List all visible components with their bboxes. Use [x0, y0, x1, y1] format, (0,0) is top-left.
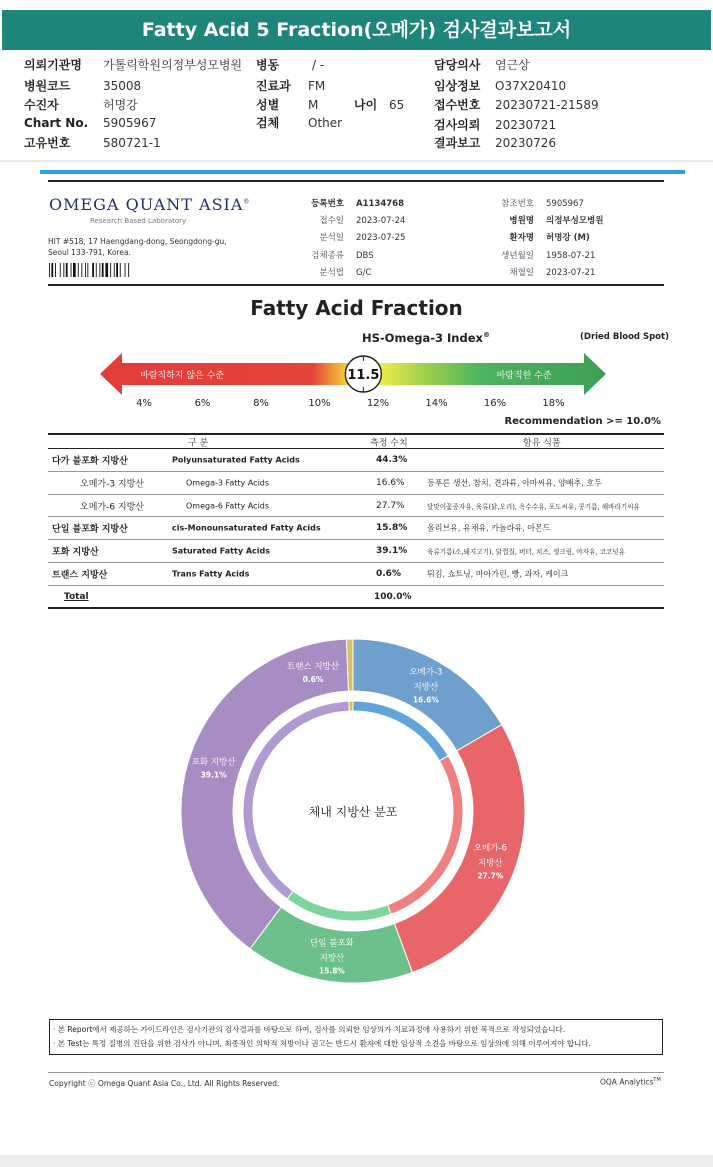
table-row [48, 563, 664, 586]
slice-label: 지방산 [319, 953, 345, 964]
lab-logo: OMEGA QUANT ASIA® [49, 195, 251, 214]
page-margin [0, 1155, 713, 1167]
row-category: 트랜스 지방산 [52, 570, 108, 581]
meta-patient: 수진자 허명강 [24, 98, 138, 112]
slice-label: 지방산 [413, 682, 439, 693]
info-hospital: 병원명 의정부성모병원 [509, 216, 604, 226]
meta-department: 진료과 FM [256, 79, 326, 93]
meta-receipt-no: 접수번호 20230721-21589 [434, 98, 599, 112]
brand-mark: OQA Analytics™ [600, 1077, 661, 1087]
specimen-note: (Dried Blood Spot) [580, 332, 669, 342]
info-method: 분석법 G/C [319, 268, 372, 278]
gauge-bad-label: 바람직하지 않은 수준 [140, 371, 224, 381]
fatty-acid-table [48, 433, 664, 609]
info-analyzed: 분석일 2023-07-25 [319, 233, 406, 243]
slice-label: 지방산 [478, 858, 503, 869]
row-category-eng: cis-Monounsaturated Fatty Acids [172, 523, 321, 533]
meta-doctor: 담당의사 염근상 [434, 58, 530, 72]
row-foods: 올리브유, 유채유, 카놀라유, 아몬드 [427, 523, 551, 533]
row-category: 포화 지방산 [52, 547, 99, 558]
divider [48, 1072, 664, 1073]
gauge-tick-label: 10% [308, 398, 331, 409]
chart-title: 체내 지방산 분포 [308, 805, 398, 819]
row-foods: 등푸른 생선, 참치, 견과류, 아마씨유, 양배추, 호두 [427, 478, 602, 488]
meta-unique-no: 고유번호 580721-1 [24, 136, 161, 150]
total-value: 100.0% [374, 591, 412, 602]
notice-line: · 본 Test는 특정 질병의 진단을 위한 검사가 아니며, 최종적인 의학적 처방이나 권고는 반드시 환자에 대한 임상적 소견을 바탕으로 임상의에 의해 이루어져야 합니다. [53, 1039, 592, 1048]
lab-subtitle: Research Based Laboratory [90, 217, 187, 225]
gauge-tick-label: 12% [366, 398, 390, 409]
meta-specimen: 검체 Other [256, 116, 343, 130]
table-row [48, 495, 664, 517]
table-total-row [48, 586, 664, 609]
inner-ring-slice [287, 891, 391, 921]
gauge-tick-label: 8% [253, 398, 269, 409]
row-category: 단일 불포화 지방산 [52, 524, 128, 535]
table-row [48, 540, 664, 563]
meta-ward: 병동 / - [256, 58, 325, 72]
slice-label: 트랜스 지방산 [287, 662, 339, 672]
row-value: 44.3% [376, 455, 408, 465]
info-patient-name: 환자명 허명강 (M) [509, 233, 590, 243]
row-value: 16.6% [376, 478, 405, 488]
table-row [48, 449, 664, 472]
section-title: Fatty Acid Fraction [250, 296, 463, 320]
header-foods: 함유 식품 [523, 438, 561, 448]
recommendation: Recommendation >= 10.0% [504, 416, 661, 427]
row-category: 다가 불포화 지방산 [52, 456, 128, 467]
meta-hospital-code: 병원코드 35008 [24, 79, 142, 93]
slice-value-label: 15.8% [318, 966, 345, 976]
meta-request-date: 검사의뢰 20230721 [434, 118, 557, 132]
row-category-eng: Trans Fatty Acids [172, 569, 250, 579]
barcode-icon [49, 263, 157, 277]
row-value: 39.1% [376, 546, 408, 556]
slice-value-label: 0.6% [302, 675, 324, 684]
slice-label: 오메가-6 [473, 843, 507, 854]
slice-label: 단일 불포화 [310, 938, 354, 949]
divider [0, 160, 713, 162]
row-category-eng: Omega-3 Fatty Acids [186, 478, 270, 488]
accent-line [40, 170, 685, 174]
notice-box [49, 1019, 663, 1055]
slice-value-label: 39.1% [200, 770, 227, 780]
slice-value-label: 16.6% [412, 695, 439, 705]
omega3-index-gauge [100, 350, 606, 398]
inner-ring-slice [349, 701, 353, 711]
meta-sex: 성별 M 나이 65 [256, 98, 405, 112]
info-received: 접수일 2023-07-24 [319, 216, 406, 226]
header-value: 측정 수치 [370, 438, 408, 448]
slice-label: 포화 지방산 [191, 757, 236, 768]
gauge-tick-label: 18% [542, 398, 565, 409]
info-birth: 생년월일 1958-07-21 [501, 251, 596, 261]
fatty-acid-donut-chart [178, 636, 528, 986]
row-value: 27.7% [376, 500, 405, 511]
row-foods: 달맞이꽃종자유, 육류(닭,오리), 옥수수유, 포도씨유, 콩기름, 해바라기씨유 [427, 502, 640, 511]
slice-value-label: 27.7% [477, 871, 504, 881]
row-foods: 육류기름(소,돼지고기), 닭껍질, 버터, 치즈, 생크림, 야자유, 코코넛유 [427, 548, 626, 556]
index-title: HS-Omega-3 Index® [362, 331, 490, 345]
gauge-tick-label: 16% [483, 398, 507, 409]
gauge-tick-label: 4% [136, 398, 152, 409]
row-category-eng: Polyunsaturated Fatty Acids [172, 455, 300, 465]
row-value: 0.6% [376, 569, 401, 579]
row-foods: 튀김, 쇼트닝, 마아가린, 빵, 과자, 케이크 [427, 569, 569, 579]
donut-slice [181, 639, 348, 949]
notice-line: · 본 Report에서 제공하는 가이드라인은 검사기관의 검사결과를 바탕으로 하여, 검사를 의뢰한 임상의가 치료과정에 사용하기 위한 목적으로 작성되었습니다. [53, 1025, 566, 1034]
copyright: Copyright ⓒ Omega Quant Asia Co., Ltd. All Rights Reserved. [49, 1079, 280, 1088]
table-header [48, 433, 664, 449]
table-row [48, 472, 664, 495]
gauge-tick-label: 6% [194, 398, 211, 409]
lab-address: HIT #518, 17 Haengdang-dong, Seongdong-gu, Seoul 133-791, Korea. [48, 237, 227, 257]
slice-label: 오메가-3 [409, 667, 443, 678]
meta-report-date: 결과보고 20230726 [434, 136, 557, 150]
meta-chart-no: Chart No. 5905967 [24, 116, 157, 130]
info-specimen-type: 검체종류 DBS [311, 251, 374, 261]
meta-clinical-info: 임상정보 O37X20410 [434, 79, 567, 93]
divider [48, 284, 664, 286]
header-category: 구 분 [188, 438, 209, 448]
gauge-marker [345, 356, 381, 392]
info-ref-no: 참조번호 5905967 [501, 199, 584, 209]
info-reg-no: 등록번호 A1134768 [311, 199, 404, 209]
gauge-value: 11.5 [347, 368, 380, 383]
meta-institution: 의뢰기관명 가톨릭학원의정부성모병원 [24, 58, 243, 72]
info-collected: 채혈일 2023-07-21 [509, 268, 596, 278]
row-category: 오메가-3 지방산 [80, 479, 144, 490]
row-category-eng: Saturated Fatty Acids [172, 546, 270, 556]
report-title: Fatty Acid 5 Fraction(오메가) 검사결과보고서 [2, 10, 711, 50]
row-category-eng: Omega-6 Fatty Acids [186, 501, 270, 510]
divider [48, 180, 664, 182]
row-value: 15.8% [376, 523, 408, 533]
total-label: Total [64, 591, 89, 602]
row-category: 오메가-6 지방산 [80, 502, 144, 512]
table-row [48, 517, 664, 540]
gauge-tick-label: 14% [425, 398, 448, 409]
gauge-good-label: 바람직한 수준 [496, 371, 552, 381]
